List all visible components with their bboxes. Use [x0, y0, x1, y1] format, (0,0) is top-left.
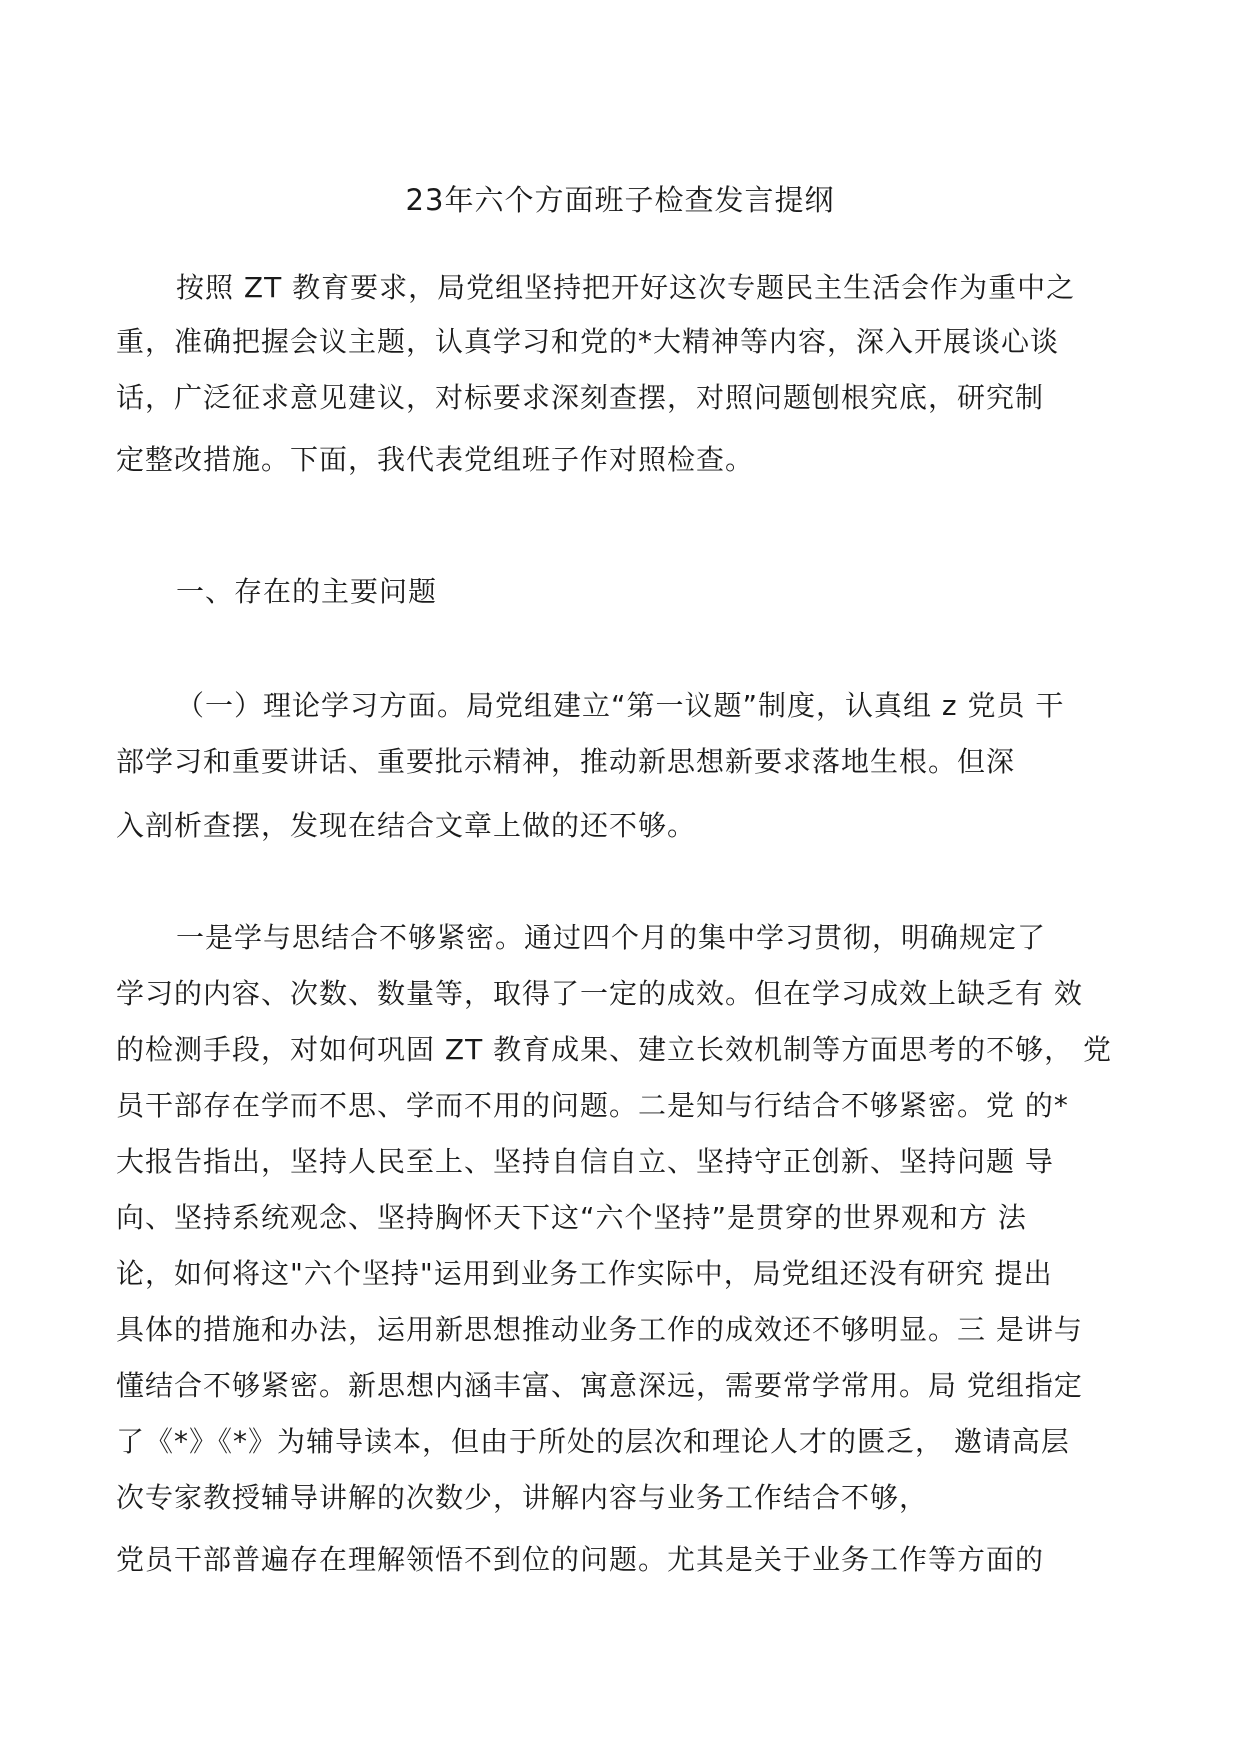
paragraph-line: 党员干部普遍存在理解领悟不到位的问题。尤其是关于业务工作等方面的: [116, 1543, 1045, 1576]
paragraph-line: 懂结合不够紧密。新思想内涵丰富、寓意深远，需要常学常用。局 党组指定: [116, 1369, 1083, 1402]
paragraph-line: 论，如何将这"六个坚持"运用到业务工作实际中，局党组还没有研究 提出: [116, 1257, 1053, 1290]
paragraph-line: 话，广泛征求意见建议，对标要求深刻查摆，对照问题刨根究底，研究制: [116, 381, 1045, 414]
paragraph-line: 一是学与思结合不够紧密。通过四个月的集中学习贯彻，明确规定了: [176, 921, 1047, 954]
paragraph-line: 入剖析查摆，发现在结合文章上做的还不够。: [116, 809, 697, 842]
paragraph-line: 向、坚持系统观念、坚持胸怀天下这“六个坚持”是贯穿的世界观和方 法: [116, 1201, 1027, 1234]
paragraph-line: 学习的内容、次数、数量等，取得了一定的成效。但在学习成效上缺乏有 效: [116, 977, 1083, 1010]
document-title: 23年六个方面班子检查发言提纲: [405, 183, 835, 217]
paragraph-line: 员干部存在学而不思、学而不用的问题。二是知与行结合不够紧密。党 的*: [116, 1089, 1069, 1122]
paragraph-line: 的检测手段，对如何巩固 ZT 教育成果、建立长效机制等方面思考的不够， 党: [116, 1033, 1112, 1066]
paragraph-line: 了《*》《*》为辅导读本，但由于所处的层次和理论人才的匮乏， 邀请高层: [116, 1425, 1070, 1458]
paragraph-line: 部学习和重要讲话、重要批示精神，推动新思想新要求落地生根。但深: [116, 745, 1016, 778]
paragraph-line: 重，准确把握会议主题，认真学习和党的*大精神等内容，深入开展谈心谈: [116, 325, 1060, 358]
paragraph-line: 定整改措施。下面，我代表党组班子作对照检查。: [116, 443, 755, 476]
paragraph-line: 按照 ZT 教育要求，局党组坚持把开好这次专题民主生活会作为重中之: [176, 271, 1076, 304]
section-heading: 一、存在的主要问题: [176, 575, 438, 608]
paragraph-line: 具体的措施和办法，运用新思想推动业务工作的成效还不够明显。三 是讲与: [116, 1313, 1083, 1346]
paragraph-line: （一）理论学习方面。局党组建立“第一议题”制度，认真组 z 党员 干: [176, 689, 1065, 722]
paragraph-line: 次专家教授辅导讲解的次数少，讲解内容与业务工作结合不够，: [116, 1481, 929, 1514]
paragraph-line: 大报告指出，坚持人民至上、坚持自信自立、坚持守正创新、坚持问题 导: [116, 1145, 1054, 1178]
